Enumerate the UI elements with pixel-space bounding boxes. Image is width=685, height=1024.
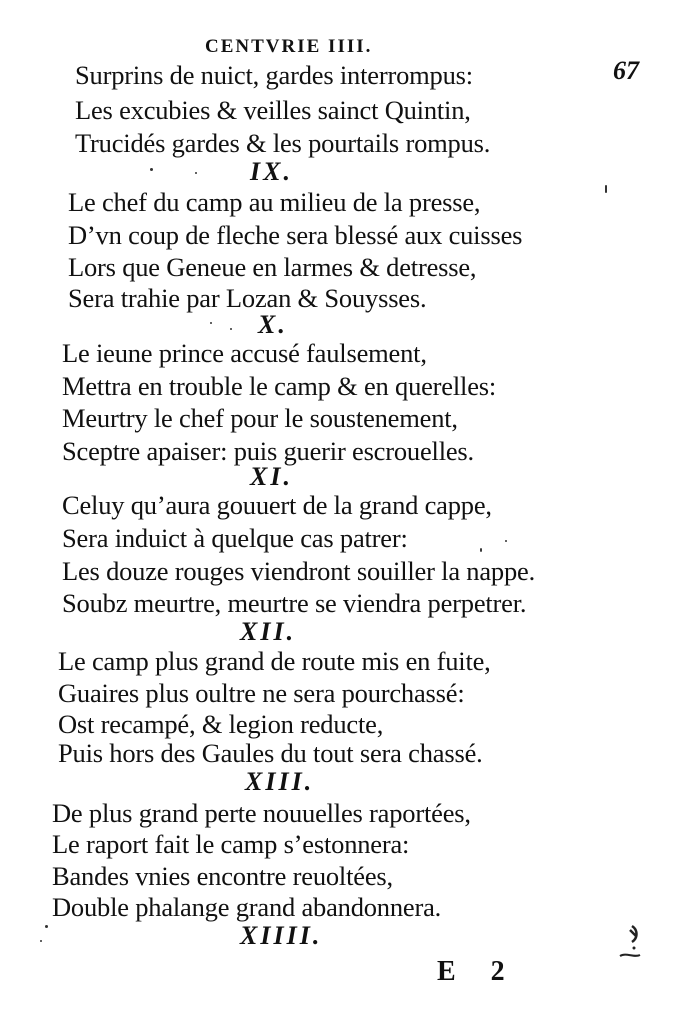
verse-line: Bandes vnies encontre reuoltées, <box>52 861 393 891</box>
verse-line: Le ieune prince accusé faulsement, <box>62 338 427 368</box>
ink-speck <box>505 540 507 542</box>
verse-line: Lors que Geneue en larmes & detresse, <box>68 252 477 282</box>
verse-line: Sera trahie par Lozan & Souysses. <box>68 283 427 313</box>
ink-speck <box>40 940 42 942</box>
verse-line: Surprins de nuict, gardes interrompus: <box>75 60 473 90</box>
verse-line: Double phalange grand abandonnera. <box>52 892 442 922</box>
quatrain-numeral: IX. <box>250 157 293 186</box>
verse-line: Mettra en trouble le camp & en querelles: <box>62 371 497 401</box>
quatrain-numeral: X. <box>258 310 288 339</box>
page-edge-mark <box>612 922 642 972</box>
running-head: CENTVRIE IIII. <box>205 36 373 57</box>
ink-speck <box>195 172 197 174</box>
verse-line: Sera induict à quelque cas patrer: <box>62 523 408 553</box>
verse-line: Soubz meurtre, meurtre se viendra perpetrer. <box>62 588 527 618</box>
verse-line: Les douze rouges viendront souiller la nappe. <box>62 556 536 586</box>
verse-line: Trucidés gardes & les pourtails rompus. <box>75 128 491 158</box>
verse-line: Ost recampé, & legion reducte, <box>58 709 384 739</box>
verse-line: Guaires plus oultre ne sera pourchassé: <box>58 678 465 708</box>
verse-line: Le raport fait le camp s’estonnera: <box>52 829 410 859</box>
verse-line: Meurtry le chef pour le soustenement, <box>62 403 458 433</box>
verse-line: Le camp plus grand de route mis en fuite, <box>58 646 491 676</box>
verse-line: D’vn coup de fleche sera blessé aux cuisses <box>68 220 523 250</box>
quatrain-numeral: XII. <box>240 617 297 646</box>
ink-speck <box>45 925 48 928</box>
quatrain-numeral: XI. <box>250 462 293 491</box>
quatrain-numeral: XIIII. <box>240 921 323 950</box>
verse-line: Les excubies & veilles sainct Quintin, <box>75 95 471 125</box>
verse-line: De plus grand perte nouuelles raportées, <box>52 798 471 828</box>
ink-speck <box>230 328 232 330</box>
page-number: 67 <box>613 56 639 85</box>
verse-line: Puis hors des Gaules du tout sera chassé. <box>58 738 483 768</box>
ink-speck <box>150 168 153 171</box>
ink-speck <box>210 322 212 324</box>
verse-line: Sceptre apaiser: puis guerir escrouelles. <box>62 436 474 466</box>
verse-line: Celuy qu’aura gouuert de la grand cappe, <box>62 490 492 520</box>
ink-speck <box>480 548 482 552</box>
quatrain-numeral: XIII. <box>245 767 315 796</box>
ink-speck <box>605 185 607 193</box>
verse-line: Le chef du camp au milieu de la presse, <box>68 187 481 217</box>
signature-mark: E 2 <box>437 956 519 987</box>
